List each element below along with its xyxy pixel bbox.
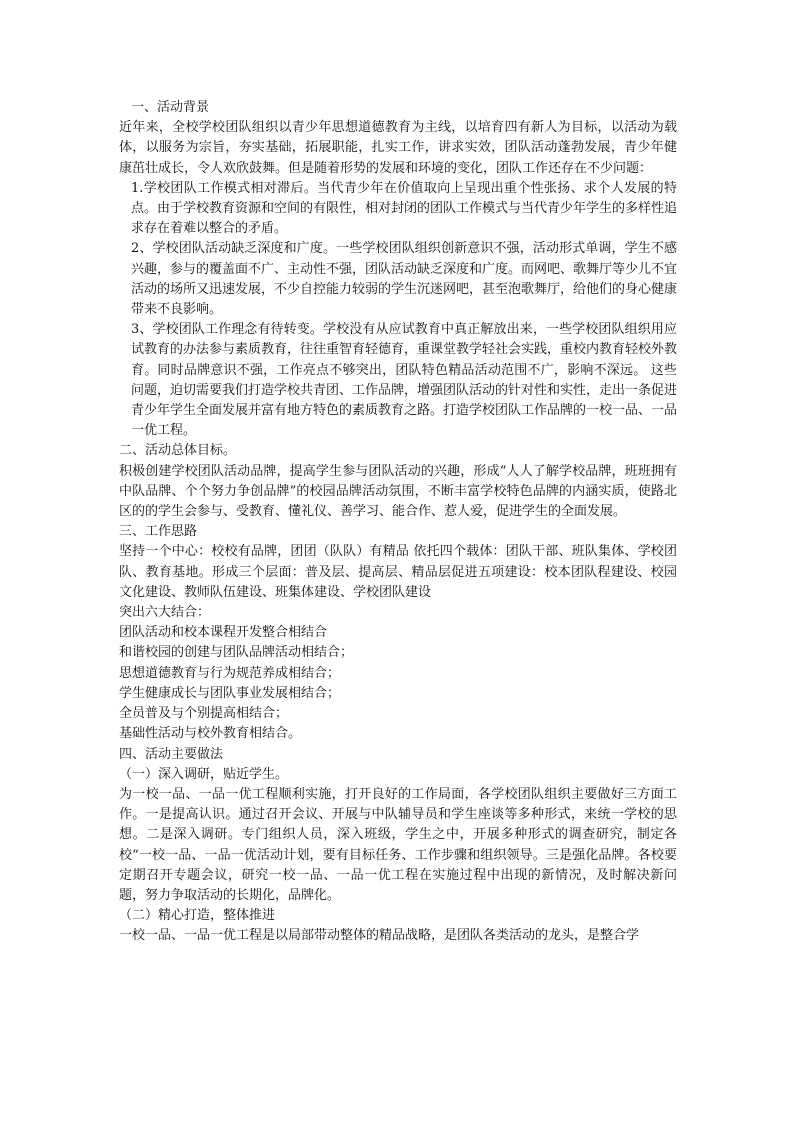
section-heading-2: 二、活动总体目标。	[119, 443, 237, 459]
paragraph-goal: 积极创建学校团队活动品牌，提高学生参与团队活动的兴趣，形成“人人了解学校品牌，班班拥有中队品牌、个个努力争创品牌”的校园品牌活动氛围，不断丰富学校特色品牌的内涵实质，使路北区的的学生会参与、受教育、懂礼仪、善学习、能合作、惹人爱，促进学生的全面发展。	[119, 463, 677, 520]
paragraph-research: 为一校一品、一品一优工程顺利实施，打开良好的工作局面，各学校团队组织主要做好三方面工作。一是提高认识。通过召开会议、开展与中队辅导员和学生座谈等多种形式，来统一学校的思想。二是深入调研。专门组织人员，深入班级，学生之中，开展多种形式的调查研究，制定各校“一校一品、一品一优活动计划，要有目标任务、工作步骤和组织领导。三是强化品牌。各校要定期召开专题会议，研究一校一品、一品一优工程在实施过程中出现的新情况，及时解决新问题，努力争取活动的长期化，品牌化。	[119, 786, 677, 903]
list-item: 基础性活动与校外教育相结合。	[119, 726, 302, 742]
list-item: 团队活动和校本课程开发整合相结合	[119, 625, 328, 641]
list-item: 全员普及与个别提高相结合；	[119, 706, 289, 722]
section-heading-1: 一、活动背景	[131, 100, 210, 115]
subsection-heading-1: （一）深入调研，贴近学生。	[119, 766, 289, 782]
paragraph-approach: 坚持一个中心：校校有品牌，团团（队队）有精品 依托四个载体：团队干部、班队集体、学校团队、教育基地。形成三个层面：普及层、提高层、精品层促进五项建设：校本团队程建设、校园文化建设、教师队伍建设、班集体建设、学校团队建设	[119, 544, 677, 600]
section-heading-3: 三、工作思路	[119, 524, 198, 540]
list-item: 和谐校园的创建与团队品牌活动相结合；	[119, 645, 354, 661]
paragraph-problem-2: 2、学校团队活动缺乏深度和广度。一些学校团队组织创新意识不强，活动形式单调，学生不感兴趣，参与的覆盖面不广、主动性不强，团队活动缺乏深度和广度。而网吧、歌舞厅等少儿不宜活动的场所又迅速发展，不少自控能力较弱的学生沉迷网吧，甚至泡歌舞厅，给他们的身心健康带来不良影响。	[131, 241, 678, 318]
document-page	[119, 98, 677, 947]
list-heading-six-combinations: 突出六大结合：	[119, 605, 211, 621]
section-heading-4: 四、活动主要做法	[119, 746, 224, 762]
list-item: 学生健康成长与团队事业发展相结合；	[119, 685, 341, 701]
paragraph-promotion: 一校一品、一品一优工程是以局部带动整体的精品战略，是团队各类活动的龙头，是整合学	[119, 928, 640, 944]
list-item: 思想道德教育与行为规范养成相结合；	[119, 665, 341, 681]
paragraph-problem-1: 1.学校团队工作模式相对滞后。当代青少年在价值取向上呈现出重个性张扬、求个人发展的特点。由于学校教育资源和空间的有限性，相对封闭的团队工作模式与当代青少年学生的多样性追求存在着难以整合的矛盾。	[131, 180, 678, 237]
paragraph-problem-3: 3、学校团队工作理念有待转变。学校没有从应试教育中真正解放出来，一些学校团队组织用应试教育的办法参与素质教育，往往重智育轻德育，重课堂教学轻社会实践，重校内教育轻校外教育。同时品牌意识不强，工作亮点不够突出，团队特色精品活动范围不广，影响不深远。 这些问题，迫切需要我们打造学校共青团、工作品牌，增强团队活动的针对性和实性，走出一条促进青少年学生全面发展并富有地方特色的素质教育之路。打造学校团队工作品牌的一校一品、一品一优工程。	[131, 322, 678, 439]
paragraph-background: 近年来，全校学校团队组织以青少年思想道德教育为主线，以培育四有新人为目标，以活动为载体，以服务为宗旨，夯实基础，拓展职能，扎实工作，讲求实效，团队活动蓬勃发展，青少年健康茁壮成长，令人欢欣鼓舞。但是随着形势的发展和环境的变化，团队工作还存在不少问题：	[119, 120, 677, 176]
subsection-heading-2: （二）精心打造，整体推进	[119, 908, 276, 924]
